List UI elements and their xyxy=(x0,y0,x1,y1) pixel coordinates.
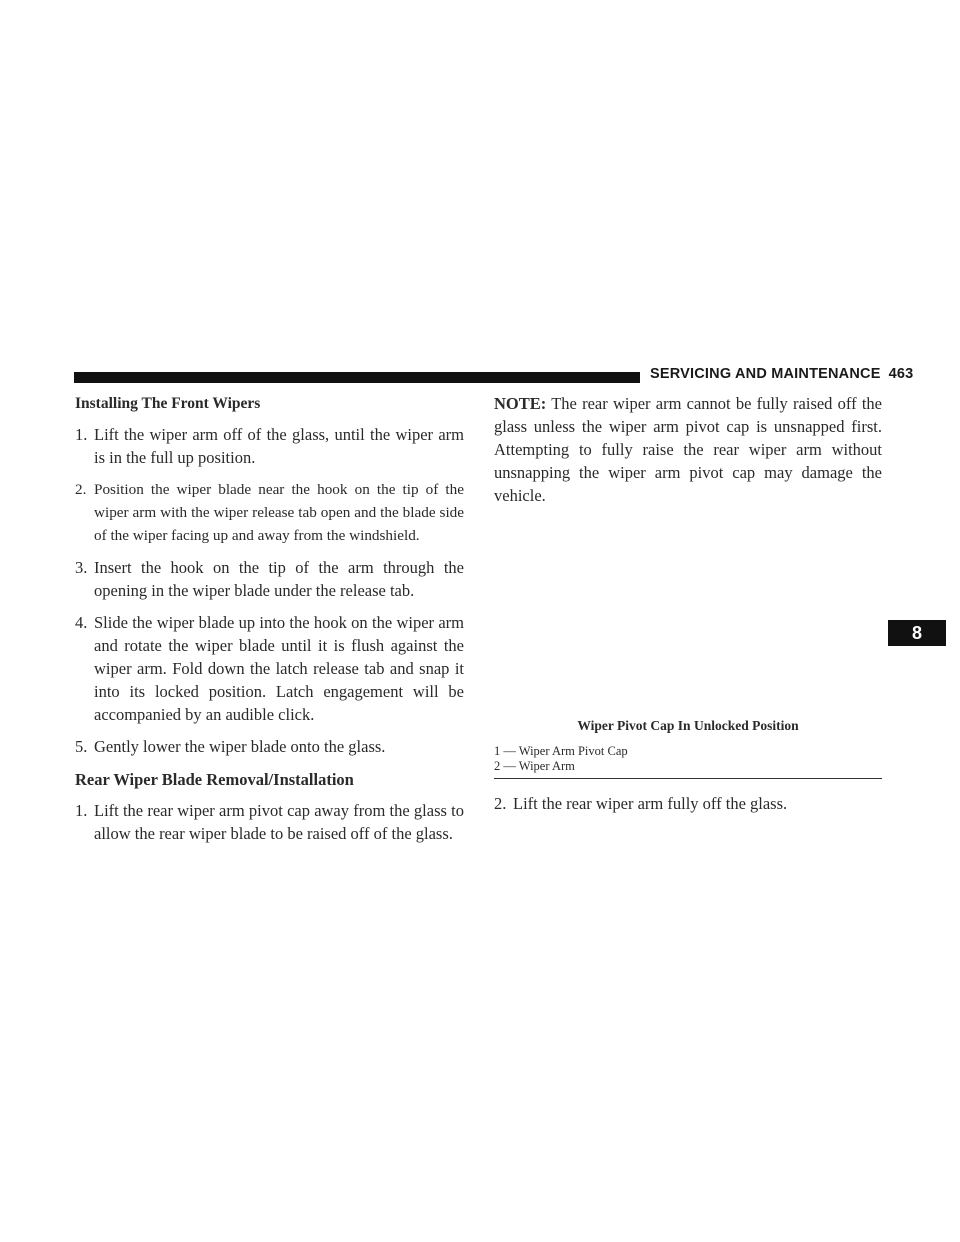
header-rule xyxy=(74,372,640,383)
right-column xyxy=(494,392,882,507)
section-title: SERVICING AND MAINTENANCE xyxy=(650,366,881,382)
front-step-4: 4. Slide the wiper blade up into the hook on the wiper arm and rotate the wiper blade until it is flush against the wiper arm. Fold down the latch release tab and snap it into its locked position. Latch engagement will be accompanied by an audible click. xyxy=(75,613,464,724)
note-label: NOTE: xyxy=(494,394,547,413)
running-header xyxy=(650,366,913,382)
left-column xyxy=(75,392,464,845)
rear-step-1: 1. Lift the rear wiper arm pivot cap away from the glass to allow the rear wiper blade to be raised off of the glass. xyxy=(75,801,464,843)
rear-step-2: 2. Lift the rear wiper arm fully off the glass. xyxy=(494,794,788,813)
page-number: 463 xyxy=(888,366,914,382)
figure-legend xyxy=(494,744,882,774)
legend-item-2: 2 — Wiper Arm xyxy=(494,759,575,773)
note-paragraph xyxy=(494,392,882,507)
rear-wiper-steps xyxy=(75,799,464,845)
rear-wiper-heading: Rear Wiper Blade Removal/Installation xyxy=(75,770,354,789)
note-text: The rear wiper arm cannot be fully raised off the glass unless the wiper arm pivot cap is unsnapped first. Attempting to fully raise the rear wiper arm without unsnapping the wiper arm pivot cap may damage the vehicle. xyxy=(494,394,882,505)
figure-rule xyxy=(494,778,882,779)
front-step-2: 2. Position the wiper blade near the hook on the tip of the wiper arm with the wiper release tab open and the blade side of the wiper facing up and away from the windshield. xyxy=(75,481,464,544)
front-step-3: 3. Insert the hook on the tip of the arm through the opening in the wiper blade under the release tab. xyxy=(75,558,464,600)
figure-caption: Wiper Pivot Cap In Unlocked Position xyxy=(577,718,799,733)
legend-item-1: 1 — Wiper Arm Pivot Cap xyxy=(494,744,628,758)
front-step-5: 5. Gently lower the wiper blade onto the glass. xyxy=(75,737,386,756)
front-step-1: 1. Lift the wiper arm off of the glass, until the wiper arm is in the full up position. xyxy=(75,425,464,467)
front-wipers-heading: Installing The Front Wipers xyxy=(75,395,261,412)
chapter-tab: 8 xyxy=(888,620,946,646)
front-wipers-steps xyxy=(75,423,464,758)
